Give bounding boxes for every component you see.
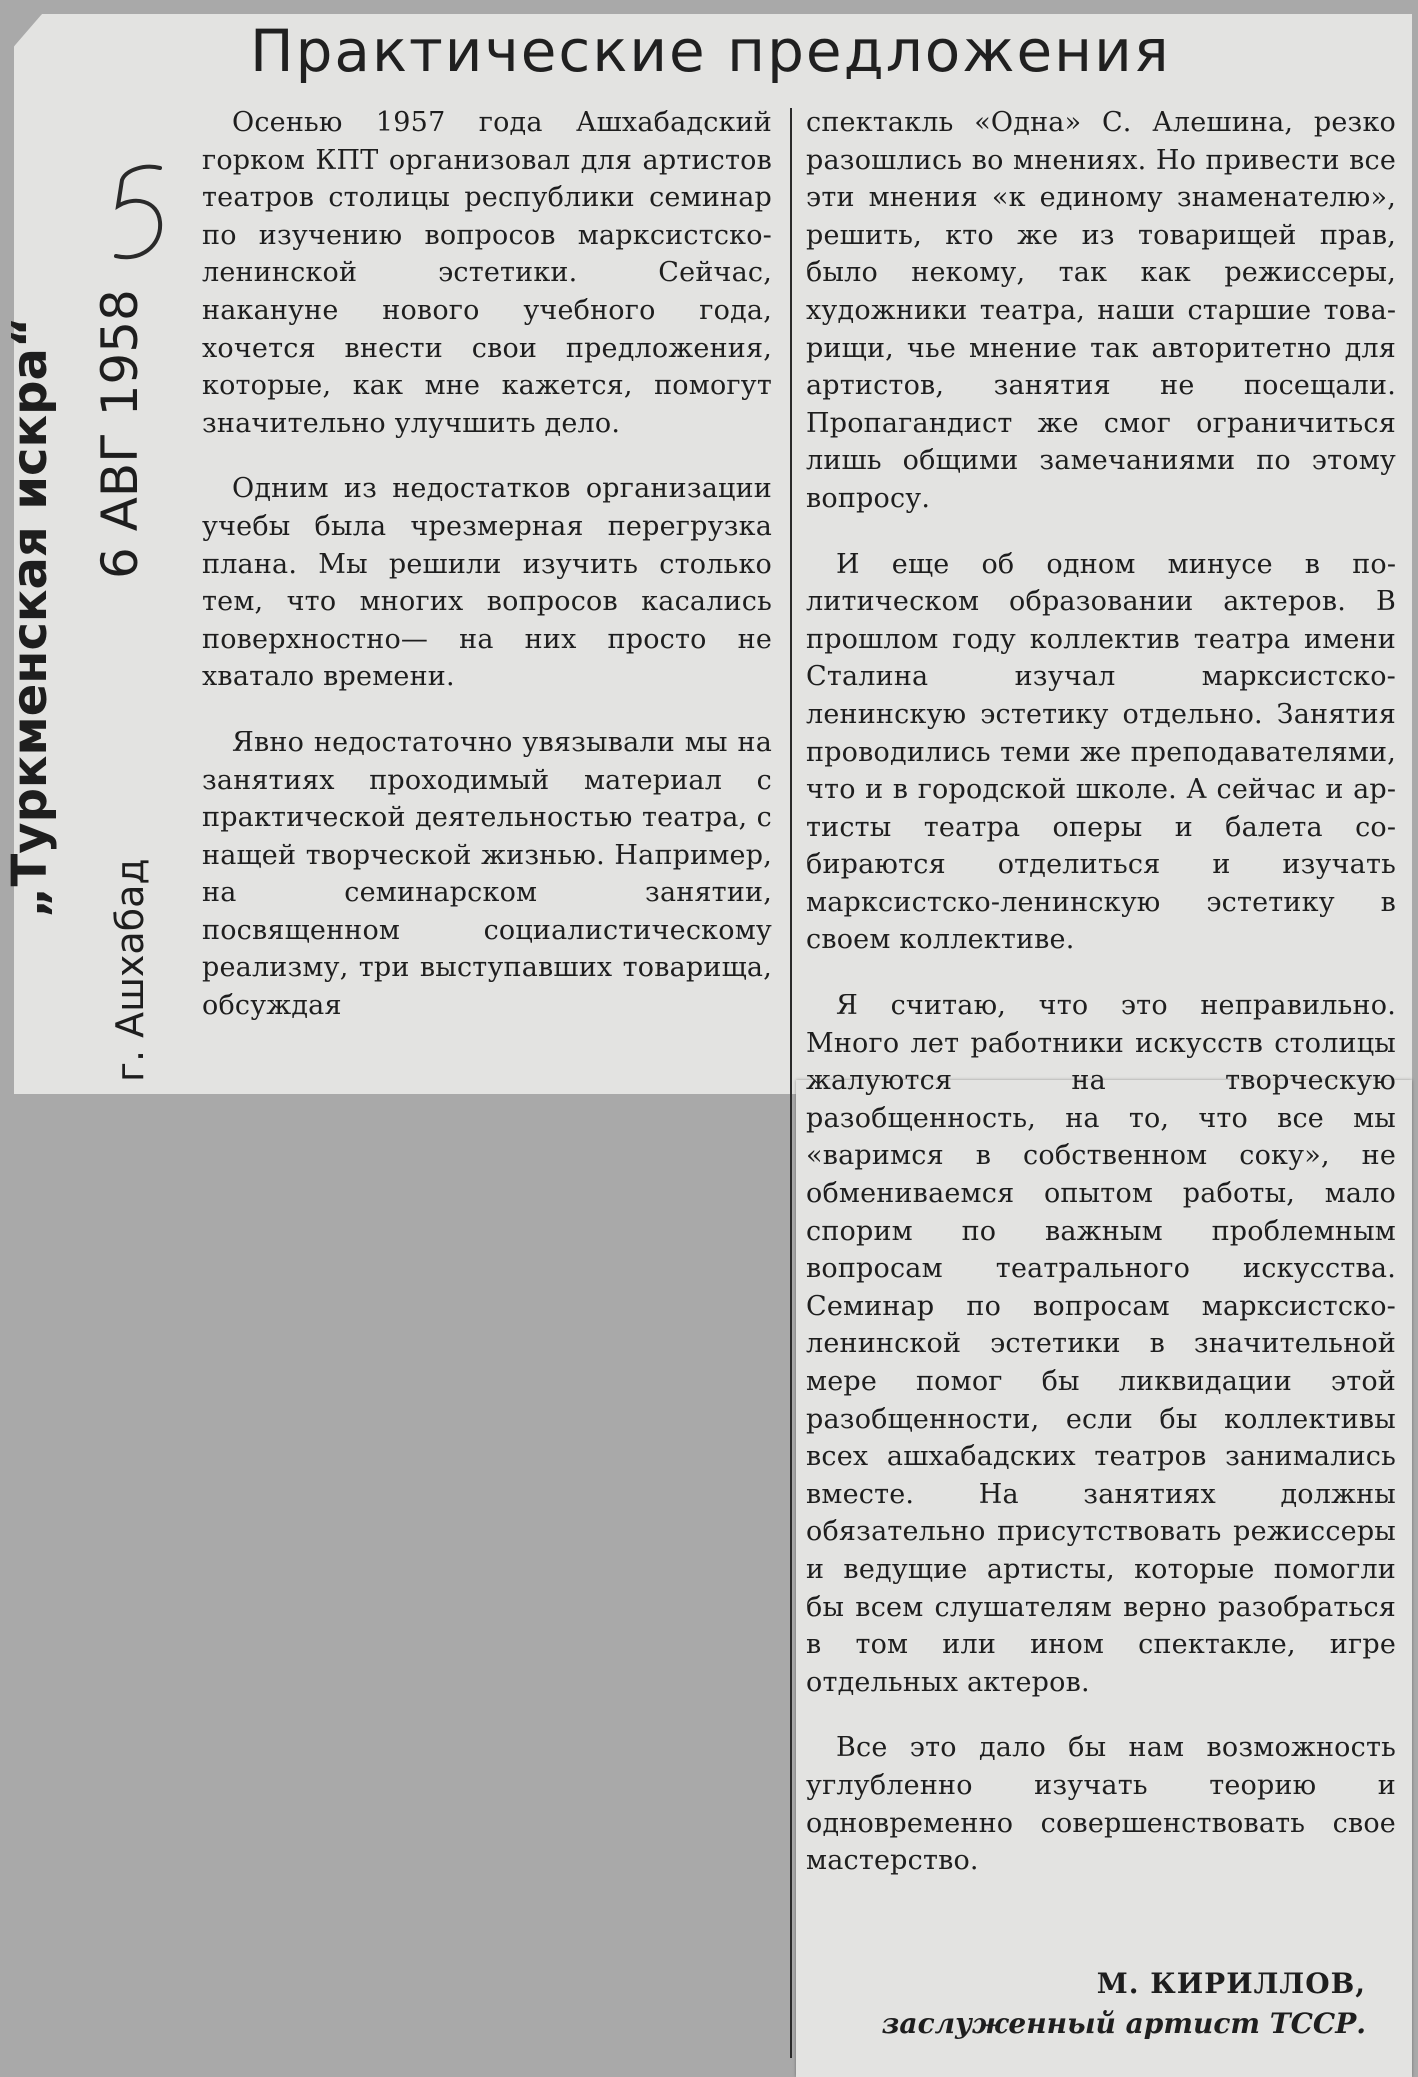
paragraph: спектакль «Одна» С. Алешина, резко разошлись во мнениях. Но привести все эти мнения «к единому знаменателю», решить, кто же из товарищей прав, было некому, так как режиссеры, художники театра, наши старшие товарищи, чье мнение так авторитетно для артистов, занятия не посещали. Пропагандист же смог ограничиться лишь общими замечаниями по этому вопросу. xyxy=(806,107,1396,514)
column-divider xyxy=(790,108,792,2058)
author-signature xyxy=(806,1964,1366,2044)
author-title: заслуженный артист ТССР. xyxy=(881,2007,1366,2040)
article-column-2 xyxy=(806,104,1396,1908)
paragraph: И еще об одном минусе в политическом образовании актеров. В прошлом году коллектив театра имени Сталина изучал марксистско-ленинскую эстетику отдельно. Занятия проводились теми же преподавателями, что и в городской школе. А сейчас и артисты театра оперы и балета собираются отделиться и изучать марксистско-ленинскую эстетику в своем коллективе. xyxy=(806,548,1396,956)
article-headline: Практические предложения xyxy=(250,17,1171,85)
paragraph: Одним из недостатков организации учебы была чрезмерная перегрузка плана. Мы решили изучить столько тем, что многих вопросов касались поверхностно— на них просто не хватало времени. xyxy=(202,473,772,693)
publication-city: г. Ашхабад xyxy=(108,858,152,1082)
paragraph: Явно недостаточно увязывали мы на занятиях проходимый материал с практической деятельностью театра, с нащей творческой жизнью. Например, на семинарском занятии, посвященном социалистическому реализму, три выступавших товарища, обсуждая xyxy=(202,726,772,1022)
paragraph: Осенью 1957 года Ашхабадский горком КПТ организовал для артистов театров столицы республики семинар по изучению вопросов марксистско-ленинской эстетики. Сейчас, накануне нового учебного года, хочется внести свои предложения, которые, как мне кажется, помогут значительно улучшить дело. xyxy=(202,107,772,439)
archive-annotation xyxy=(2,110,180,1082)
publication-date-stamp: 6 АВГ 1958 xyxy=(91,289,149,579)
publication-name: „Туркменская искра“ xyxy=(2,316,58,918)
article-column-1 xyxy=(202,104,772,1053)
paragraph: Все это дало бы нам возможность углубленно изучать теорию и одновременно совершенствовать свое мастерство. xyxy=(806,1732,1396,1877)
author-name: М. КИРИЛЛОВ, xyxy=(1096,1967,1366,2000)
paragraph: Я считаю, что это неправильно. Много лет работники искусств столицы жалуются на творческую разобщенность, на то, что все мы «варимся в собственном соку», не обмениваемся опытом работы, мало спорим по важным проблемным вопросам театрального искусства. Семинар по вопросам марксистско-ленинской эстетики в значительной мере помог бы ликвидации этой разобщенности, если бы коллективы всех ашхабадских театров занимались вместе. На занятиях должны обязательно присутствовать режиссеры и ведущие артисты, которые помогли бы всем слушателям верно разобраться в том или ином спектакле, игре отдельных актеров. xyxy=(806,990,1396,1698)
